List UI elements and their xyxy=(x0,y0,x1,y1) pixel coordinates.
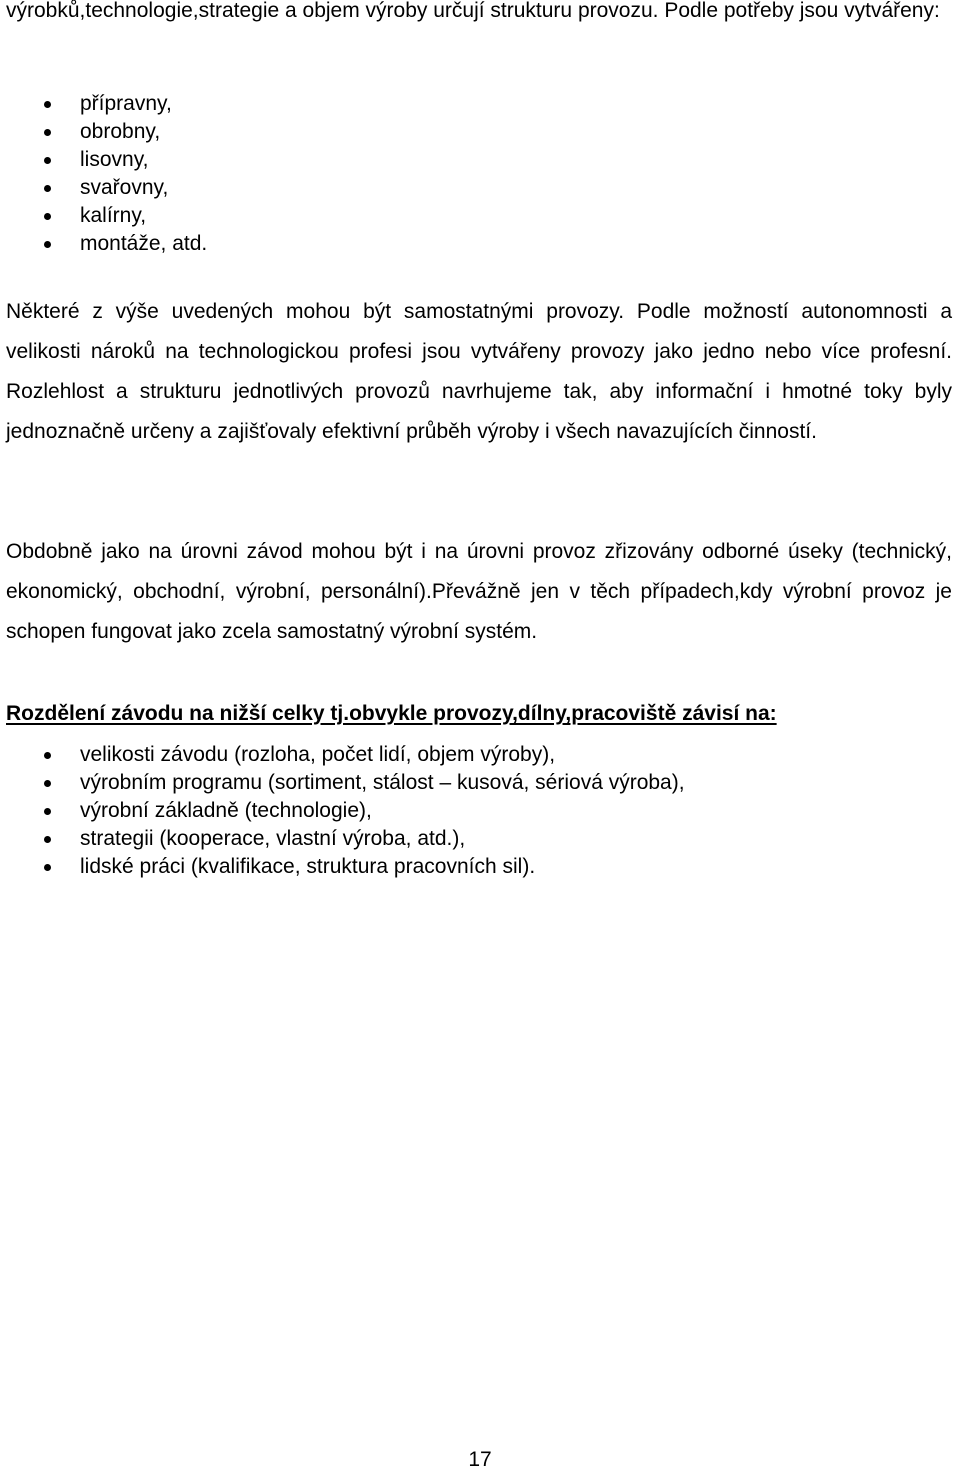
bullet-icon xyxy=(44,241,51,248)
bullet-icon xyxy=(44,185,51,192)
list-item xyxy=(0,825,685,853)
list-item xyxy=(0,853,685,881)
list-item-text: obrobny, xyxy=(80,120,161,143)
list-item xyxy=(0,230,207,258)
list-item xyxy=(0,741,685,769)
list-item-text: kalírny, xyxy=(80,204,147,227)
factors-list xyxy=(0,741,685,881)
list-item-text: velikosti závodu (rozloha, počet lidí, objem výroby), xyxy=(80,743,556,766)
bullet-icon xyxy=(44,836,51,843)
list-item xyxy=(0,769,685,797)
departments-paragraph: Obdobně jako na úrovni závod mohou být i na úrovni provoz zřizovány odborné úseky (technický, ekonomický, obchodní, výrobní, personální).Převážně jen v těch případech,kdy výrobní provoz je schopen fungovat jako zcela samostatný výrobní systém. xyxy=(6,540,952,643)
departments-list xyxy=(0,90,207,258)
list-item xyxy=(0,118,207,146)
list-item-text: výrobním programu (sortiment, stálost – kusová, sériová výroba), xyxy=(80,771,685,794)
bullet-icon xyxy=(44,864,51,871)
bullet-icon xyxy=(44,213,51,220)
list-item xyxy=(0,90,207,118)
list-item-text: lisovny, xyxy=(80,148,149,171)
list-item-text: svařovny, xyxy=(80,176,169,199)
page-number: 17 xyxy=(468,1448,492,1471)
bullet-icon xyxy=(44,808,51,815)
list-item-text: montáže, atd. xyxy=(80,232,208,255)
division-heading: Rozdělení závodu na nižší celky tj.obvykle provozy,dílny,pracoviště závisí na: xyxy=(6,702,777,725)
list-item-text: lidské práci (kvalifikace, struktura pracovních sil). xyxy=(80,855,536,878)
list-item xyxy=(0,797,685,825)
list-item-text: strategii (kooperace, vlastní výroba, atd.), xyxy=(80,827,466,850)
bullet-icon xyxy=(44,129,51,136)
list-item-text: výrobní základně (technologie), xyxy=(80,799,372,822)
list-item xyxy=(0,146,207,174)
list-item-text: přípravny, xyxy=(80,92,172,115)
list-item xyxy=(0,202,207,230)
bullet-icon xyxy=(44,101,51,108)
bullet-icon xyxy=(44,157,51,164)
bullet-icon xyxy=(44,780,51,787)
list-item xyxy=(0,174,207,202)
operations-paragraph: Některé z výše uvedených mohou být samostatnými provozy. Podle možností autonomnosti a velikosti nároků na technologickou profesi jsou vytvářeny provozy jako jedno nebo více profesní. Rozlehlost a strukturu jednotlivých provozů navrhujeme tak, aby informační i hmotné toky byly jednoznačně určeny a zajišťovaly efektivní průběh výroby i všech navazujících činností. xyxy=(6,300,952,443)
bullet-icon xyxy=(44,752,51,759)
intro-paragraph: výrobků,technologie,strategie a objem výroby určují strukturu provozu. Podle potřeby jsou vytvářeny: xyxy=(6,0,940,22)
